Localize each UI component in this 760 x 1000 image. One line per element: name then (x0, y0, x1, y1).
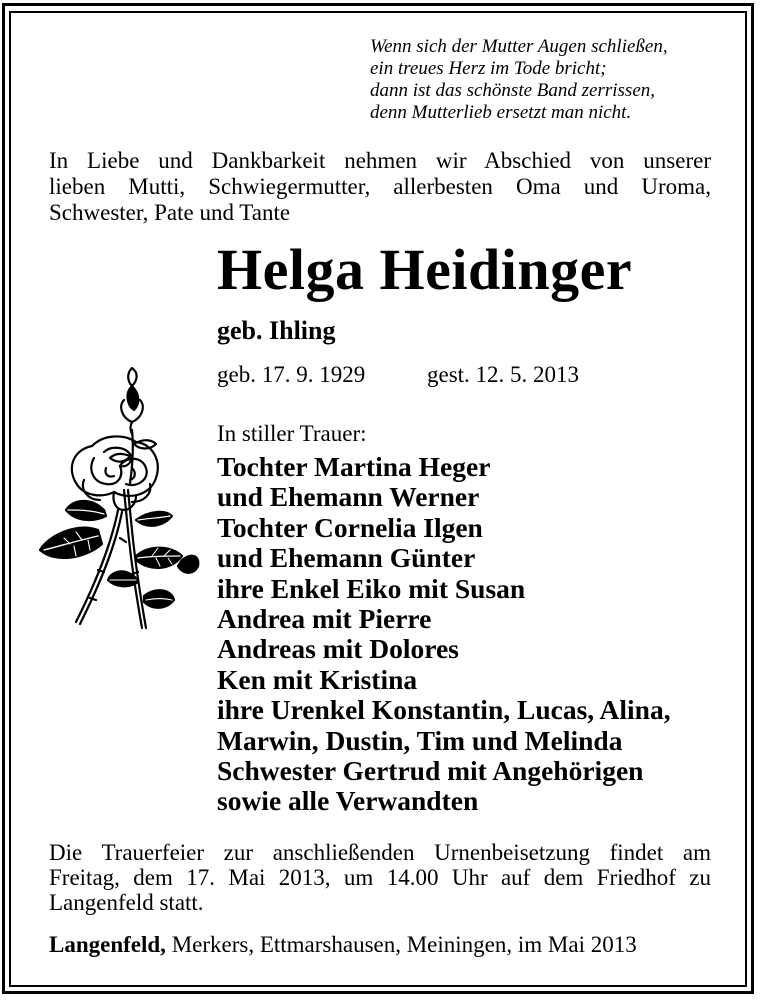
intro-text (49, 148, 711, 226)
poem-line: ein treues Herz im Tode bricht; (370, 58, 607, 79)
mourner-line: Andreas mit Dolores (217, 633, 459, 665)
ceremony-line: Langenfeld statt. (49, 890, 204, 915)
mourning-label: In stiller Trauer: (217, 421, 367, 446)
ceremony-text (49, 840, 711, 915)
mourner-line: Tochter Martina Heger (217, 451, 491, 482)
deceased-name: Helga Heidinger (217, 237, 633, 302)
mourner-line: Andrea mit Pierre (217, 603, 432, 635)
poem (370, 36, 668, 124)
mourner-line: Tochter Cornelia Ilgen (217, 511, 483, 543)
ceremony-line: Die Trauerfeier zur anschließenden Urnenbeisetzung findet am (49, 840, 711, 865)
intro-line: In Liebe und Dankbarkeit nehmen wir Abschied von unserer (49, 148, 711, 173)
birth-name: geb. Ihling (217, 316, 336, 345)
mourner-line: sowie alle Verwandten (217, 785, 479, 817)
ceremony-line: Freitag, dem 17. Mai 2013, um 14.00 Uhr auf dem Friedhof zu (49, 865, 711, 890)
places-line (49, 932, 637, 958)
mourner-line: Marwin, Dustin, Tim und Melinda (217, 724, 623, 756)
poem-line: dann ist das schönste Band zerrissen, (370, 80, 655, 101)
mourner-line: Schwester Gertrud mit Angehörigen (217, 755, 644, 787)
intro-line: lieben Mutti, Schwiegermutter, allerbesten Oma und Uroma, (49, 174, 711, 199)
mourners-list (217, 452, 671, 817)
birth-date: geb. 17. 9. 1929 (217, 362, 366, 387)
death-date: gest. 12. 5. 2013 (427, 362, 580, 387)
poem-line: denn Mutterlieb ersetzt man nicht. (370, 102, 632, 123)
poem-line: Wenn sich der Mutter Augen schließen, (370, 36, 668, 57)
rose-illustration-icon (32, 360, 204, 630)
mourner-line: und Ehemann Günter (217, 542, 476, 574)
life-dates (217, 362, 580, 388)
mourner-line: Ken mit Kristina (217, 663, 418, 695)
mourner-line: und Ehemann Werner (217, 481, 480, 513)
other-places: Merkers, Ettmarshausen, Meiningen, im Mai 2013 (165, 932, 637, 957)
intro-line: Schwester, Pate und Tante (49, 200, 291, 225)
main-place: Langenfeld, (49, 932, 166, 957)
mourner-line: ihre Enkel Eiko mit Susan (217, 572, 526, 604)
mourner-line: ihre Urenkel Konstantin, Lucas, Alina, (217, 694, 671, 726)
